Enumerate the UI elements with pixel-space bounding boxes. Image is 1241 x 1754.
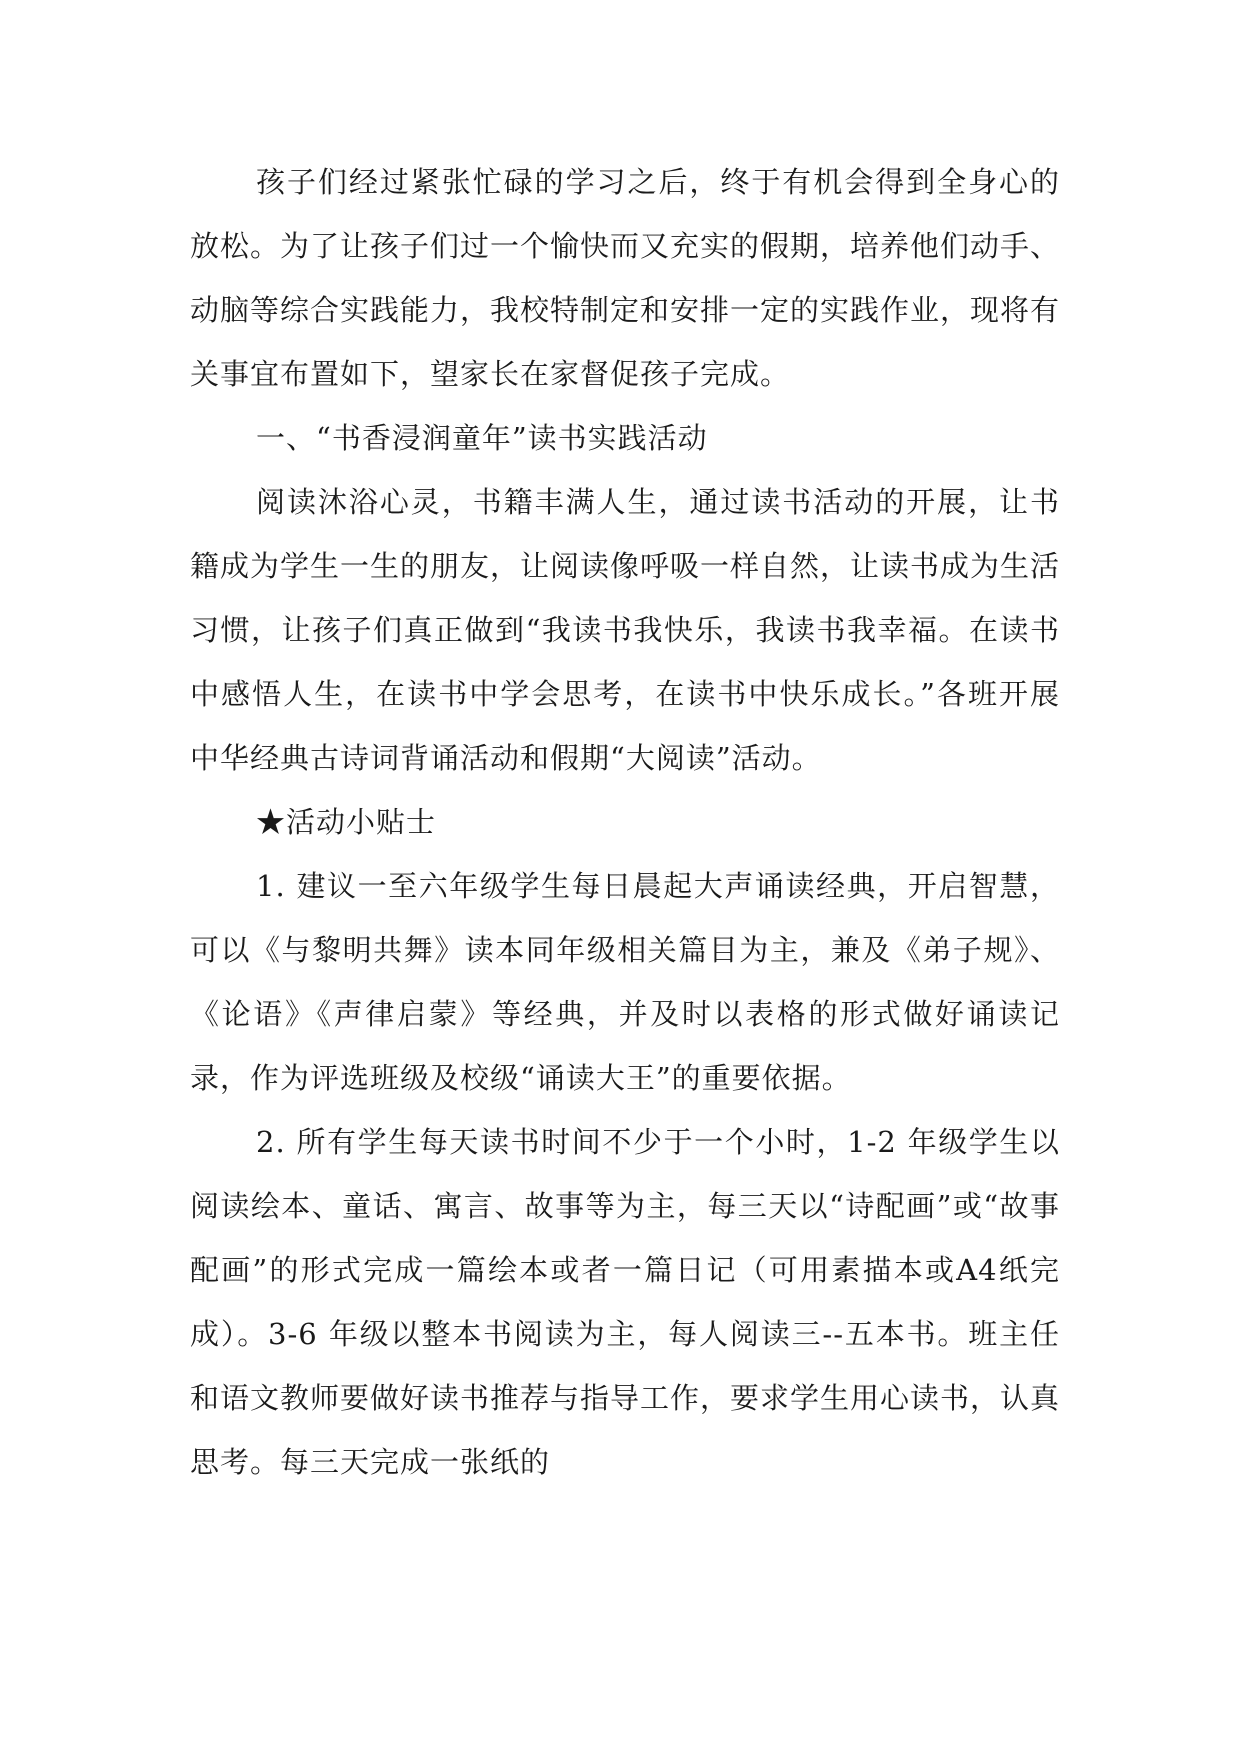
section1-paragraph: 阅读沐浴心灵，书籍丰满人生，通过读书活动的开展，让书籍成为学生一生的朋友，让阅读像呼吸一样自然，让读书成为生活习惯，让孩子们真正做到“我读书我快乐，我读书我幸福。在读书中感悟人生，在读书中学会思考，在读书中快乐成长。”各班开展中华经典古诗词背诵活动和假期“大阅读”活动。 bbox=[190, 485, 1061, 775]
intro-paragraph: 孩子们经过紧张忙碌的学习之后，终于有机会得到全身心的放松。为了让孩子们过一个愉快而又充实的假期，培养他们动手、动脑等综合实践能力，我校特制定和安排一定的实践作业，现将有关事宜布置如下，望家长在家督促孩子完成。 bbox=[190, 165, 1061, 391]
tip-1-paragraph: 1. 建议一至六年级学生每日晨起大声诵读经典，开启智慧，可以《与黎明共舞》读本同年级相关篇目为主，兼及《弟子规》、《论语》《声律启蒙》等经典，并及时以表格的形式做好诵读记录，作为评选班级及校级“诵读大王”的重要依据。 bbox=[190, 869, 1060, 1095]
document-body bbox=[190, 150, 1060, 1494]
tips-heading: ★活动小贴士 bbox=[256, 805, 437, 839]
tip-2-paragraph: 2. 所有学生每天读书时间不少于一个小时，1-2 年级学生以阅读绘本、童话、寓言、故事等为主，每三天以“诗配画”或“故事配画”的形式完成一篇绘本或者一篇日记（可用素描本或A4纸完成）。3-6 年级以整本书阅读为主，每人阅读三--五本书。班主任和语文教师要做好读书推荐与指导工作，要求学生用心读书，认真思考。每三天完成一张纸的 bbox=[190, 1125, 1061, 1479]
section1-heading: 一、“书香浸润童年”读书实践活动 bbox=[256, 421, 708, 455]
